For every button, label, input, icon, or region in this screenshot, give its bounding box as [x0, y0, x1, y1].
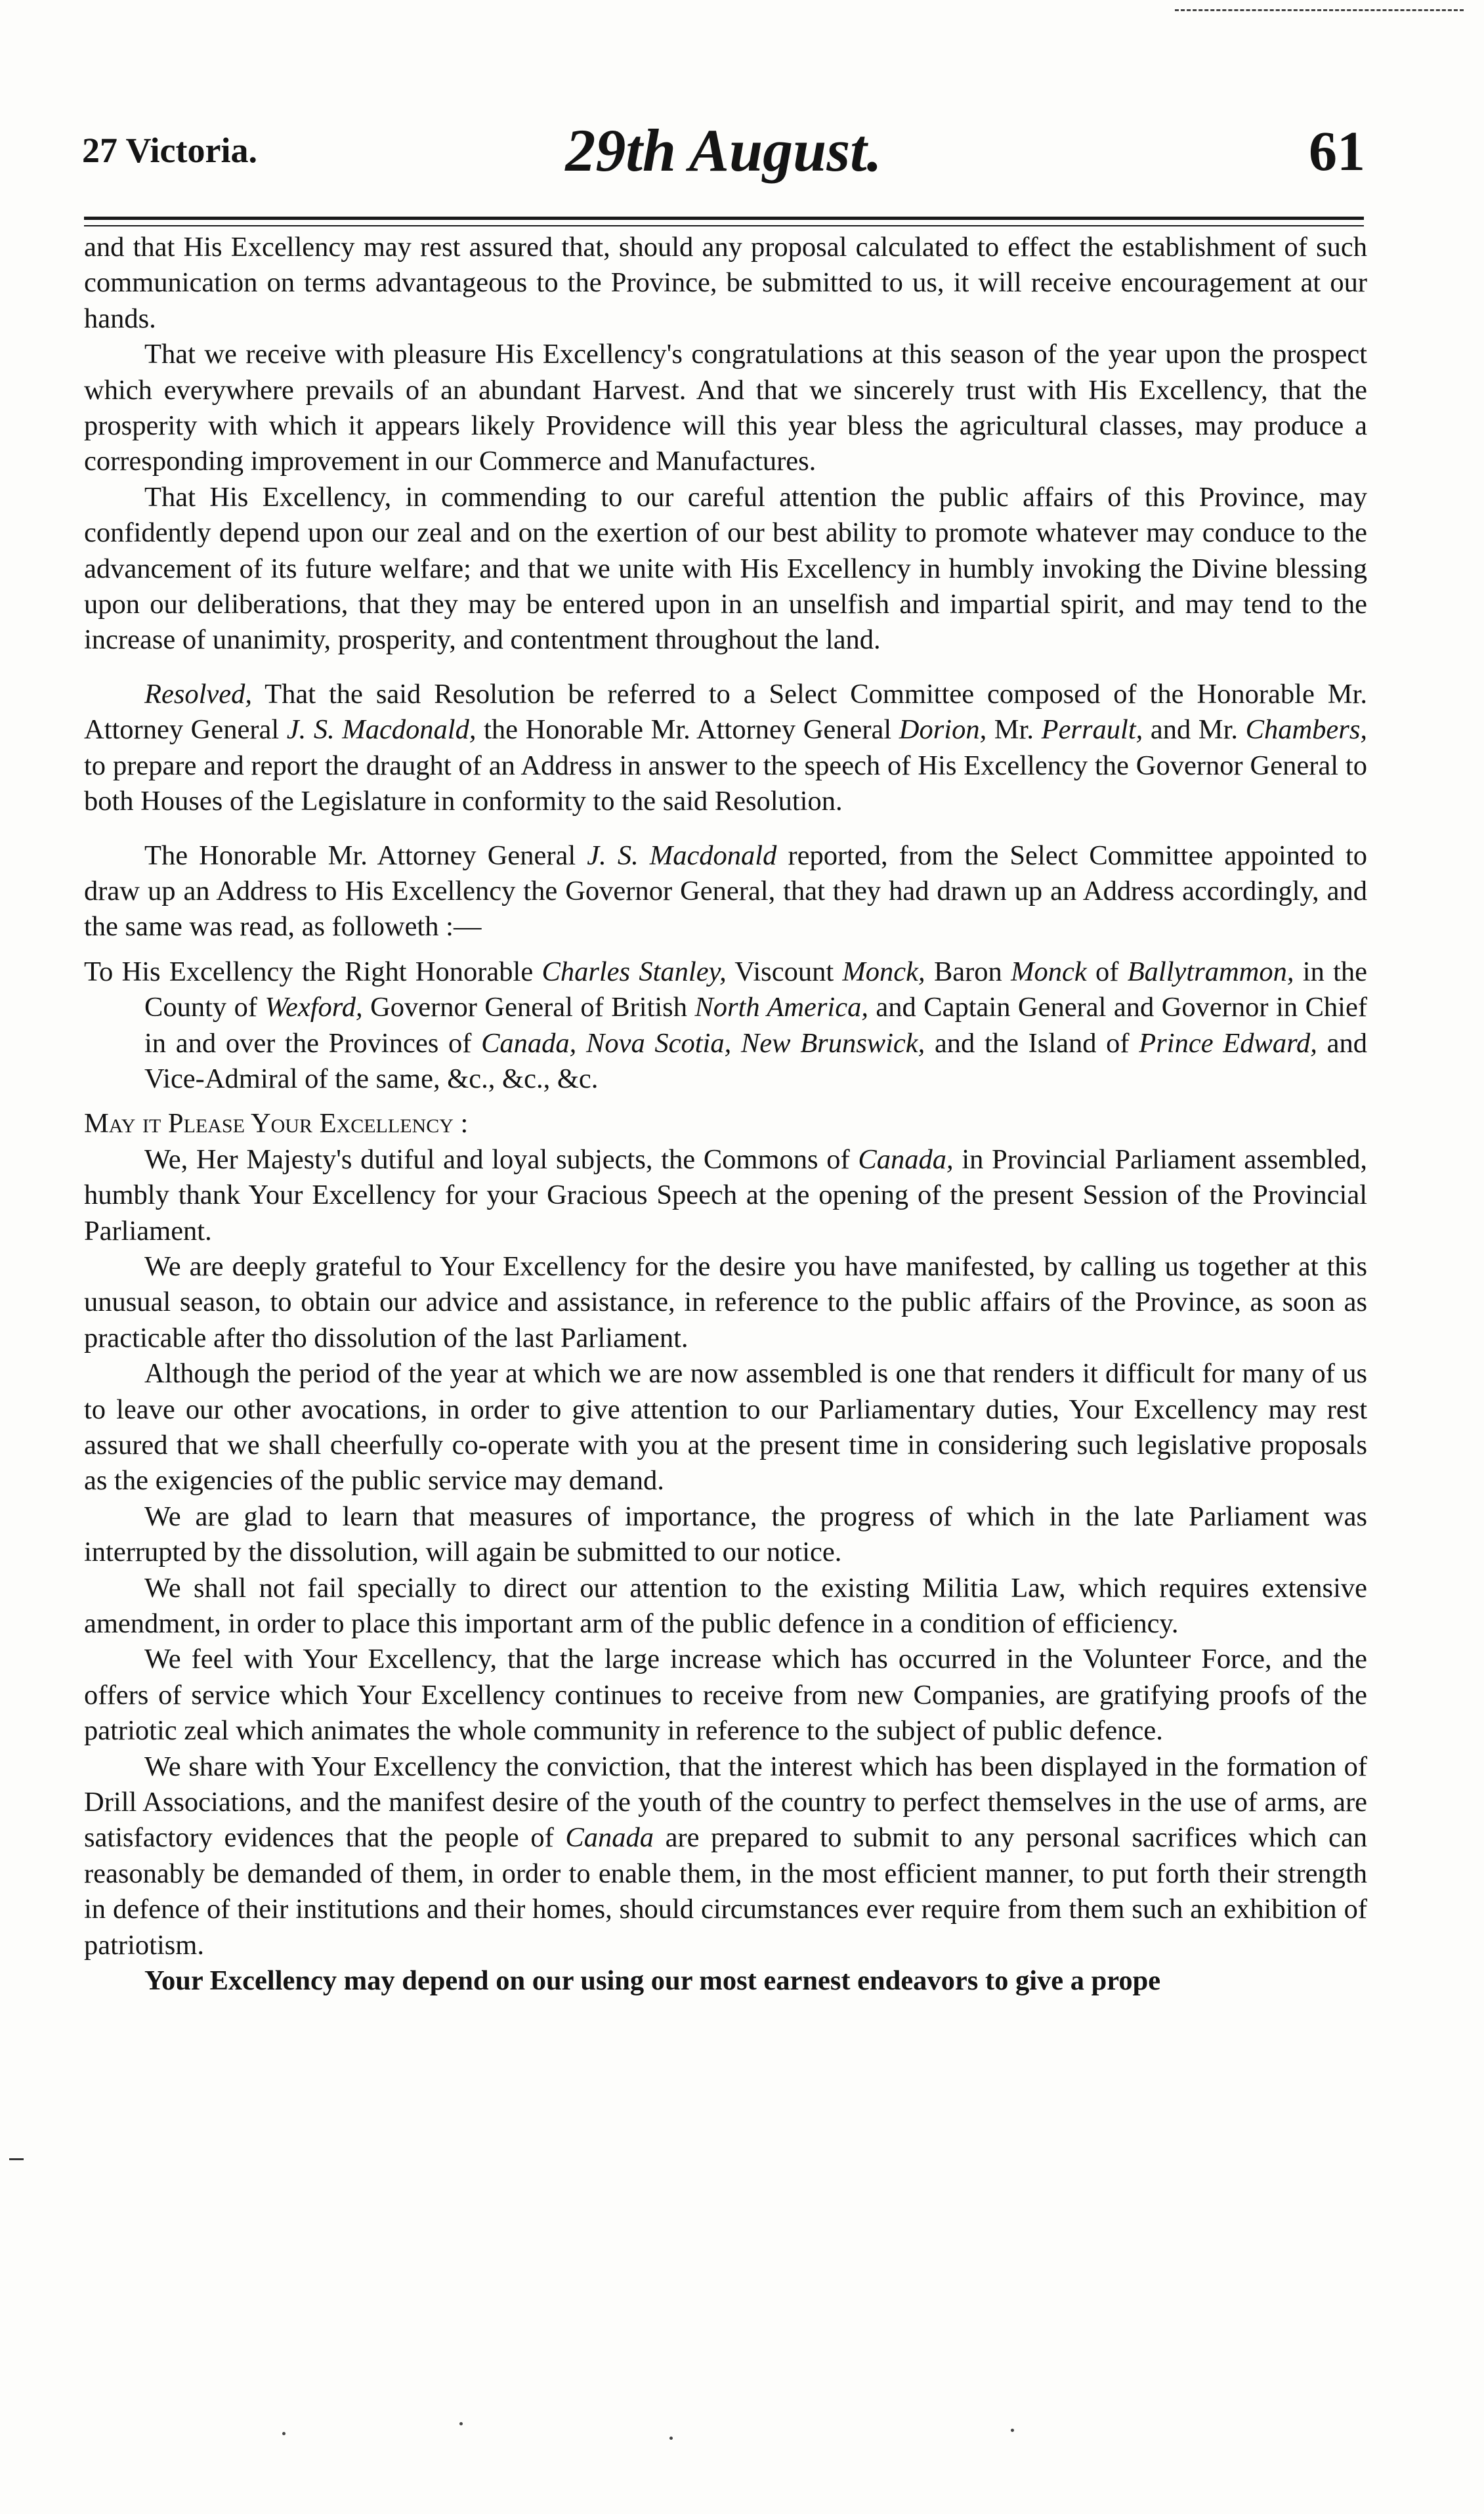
- page-number: 61: [1309, 119, 1365, 182]
- address-paragraph-measures: We are glad to learn that measures of importance, the progress of which in the late Parliament was interrupted by the dissolution, will again be submitted to our notice.: [84, 1501, 1367, 1568]
- address-paragraph-militia: We shall not fail specially to direct our attention to the existing Militia Law, which requires extensive amendment, in order to place this important arm of the public defence in a condition of efficiency.: [84, 1572, 1367, 1640]
- header-rule-thin: [84, 225, 1364, 226]
- address-paragraph-grateful: We are deeply grateful to Your Excellency for the desire you have manifested, by calling us together at this unusual season, to obtain our advice and assistance, in reference to the public affairs of the Province, as soon as practicable after tho dissolution of the last Parliament.: [84, 1250, 1367, 1353]
- margin-tick-mark: [9, 2158, 24, 2160]
- paragraph-harvest: That we receive with pleasure His Excellency's congratulations at this season of the year upon the prospect which everywhere prevails of an abundant Harvest. And that we sincerely trust with His Excellency, that the prosperity with which it appears likely Providence will this year bless the agricultural classes, may produce a corresponding improvement in our Commerce and Manufactures.: [84, 339, 1367, 477]
- address-paragraph-thanks: We, Her Majesty's dutiful and loyal subjects, the Commons of Canada, in Provincial Parliament assembled, humbly thank Your Excellency for your Gracious Speech at the opening of the present Session of the Provincial Parliament.: [84, 1143, 1367, 1246]
- header-rule-thick: [84, 217, 1364, 220]
- page-date: 29th August.: [565, 117, 882, 184]
- paragraph-resolved: Resolved, That the said Resolution be referred to a Select Committee composed of the Honorable Mr. Attorney General J. S. Macdonald, the Honorable Mr. Attorney General Dorion, Mr. Perrault, and Mr. Chambers, to prepare and report the draught of an Address in answer to the speech of His Excellency the Governor General to both Houses of the Legislature in conformity to the said Resolution.: [84, 678, 1367, 817]
- page-header: [82, 112, 1365, 190]
- page-body: [84, 230, 1367, 1999]
- print-speck: [669, 2437, 673, 2440]
- print-speck: [282, 2432, 286, 2435]
- address-paragraph-drill: We share with Your Excellency the conviction, that the interest which has been displayed in the formation of Drill Associations, and the manifest desire of the youth of the country to perfect themselves in the use of arms, are satisfactory evidences that the people of Canada are prepared to submit to any personal sacrifices which can reasonably be demanded of them, in order to enable them, in the most efficient manner, to put forth their strength in defence of their institutions and their homes, should circumstances ever require from them such an exhibition of patriotism.: [84, 1751, 1367, 1961]
- top-scan-mark: [1175, 9, 1464, 11]
- salutation: May it Please Your Excellency :: [84, 1108, 469, 1140]
- session-label: 27 Victoria.: [82, 131, 257, 170]
- paragraph-reported: The Honorable Mr. Attorney General J. S. Macdonald reported, from the Select Committee appointed to draw up an Address to His Excellency the Governor General, that they had drawn up an Address accordingly, and the same was read, as followeth :—: [84, 840, 1367, 943]
- address-paragraph-volunteers: We feel with Your Excellency, that the large increase which has occurred in the Volunteer Force, and the offers of service which Your Excellency continues to receive from new Companies, are gratifying proofs of the patriotic zeal which animates the whole community in reference to the subject of public defence.: [84, 1644, 1367, 1747]
- print-speck: [459, 2422, 463, 2425]
- print-speck: [1011, 2429, 1014, 2432]
- address-recipient: To His Excellency the Right Honorable Charles Stanley, Viscount Monck, Baron Monck of Ballytrammon, in the County of Wexford, Governor General of British North America, and Captain General and Governor in Chief in and over the Provinces of Canada, Nova Scotia, New Brunswick, and the Island of Prince Edward, and Vice-Admiral of the same, &c., &c., &c.: [84, 956, 1368, 1094]
- paragraph-public-affairs: That His Excellency, in commending to our careful attention the public affairs of this Province, may confidently depend upon our zeal and on the exertion of our best ability to promote whatever may conduce to the advancement of its future welfare; and that we unite with His Excellency in humbly invoking the Divine blessing upon our deliberations, that they may be entered upon in an unselfish and impartial spirit, and may tend to the increase of unanimity, prosperity, and contentment throughout the land.: [84, 481, 1367, 656]
- address-paragraph-assembled: Although the period of the year at which we are now assembled is one that renders it difficult for many of us to leave our other avocations, in order to give attention to our Parliamentary duties, Your Excellency may rest assured that we shall cheerfully co-operate with you at the present time in considering such legislative proposals as the exigencies of the public service may demand.: [84, 1358, 1367, 1497]
- address-paragraph-final-line: Your Excellency may depend on our using our most earnest endeavors to give a prope: [144, 1965, 1161, 1997]
- paragraph-continuation: and that His Excellency may rest assured that, should any proposal calculated to effect the establishment of such communication on terms advantageous to the Province, be submitted to us, it will receive encouragement at our hands.: [84, 232, 1367, 334]
